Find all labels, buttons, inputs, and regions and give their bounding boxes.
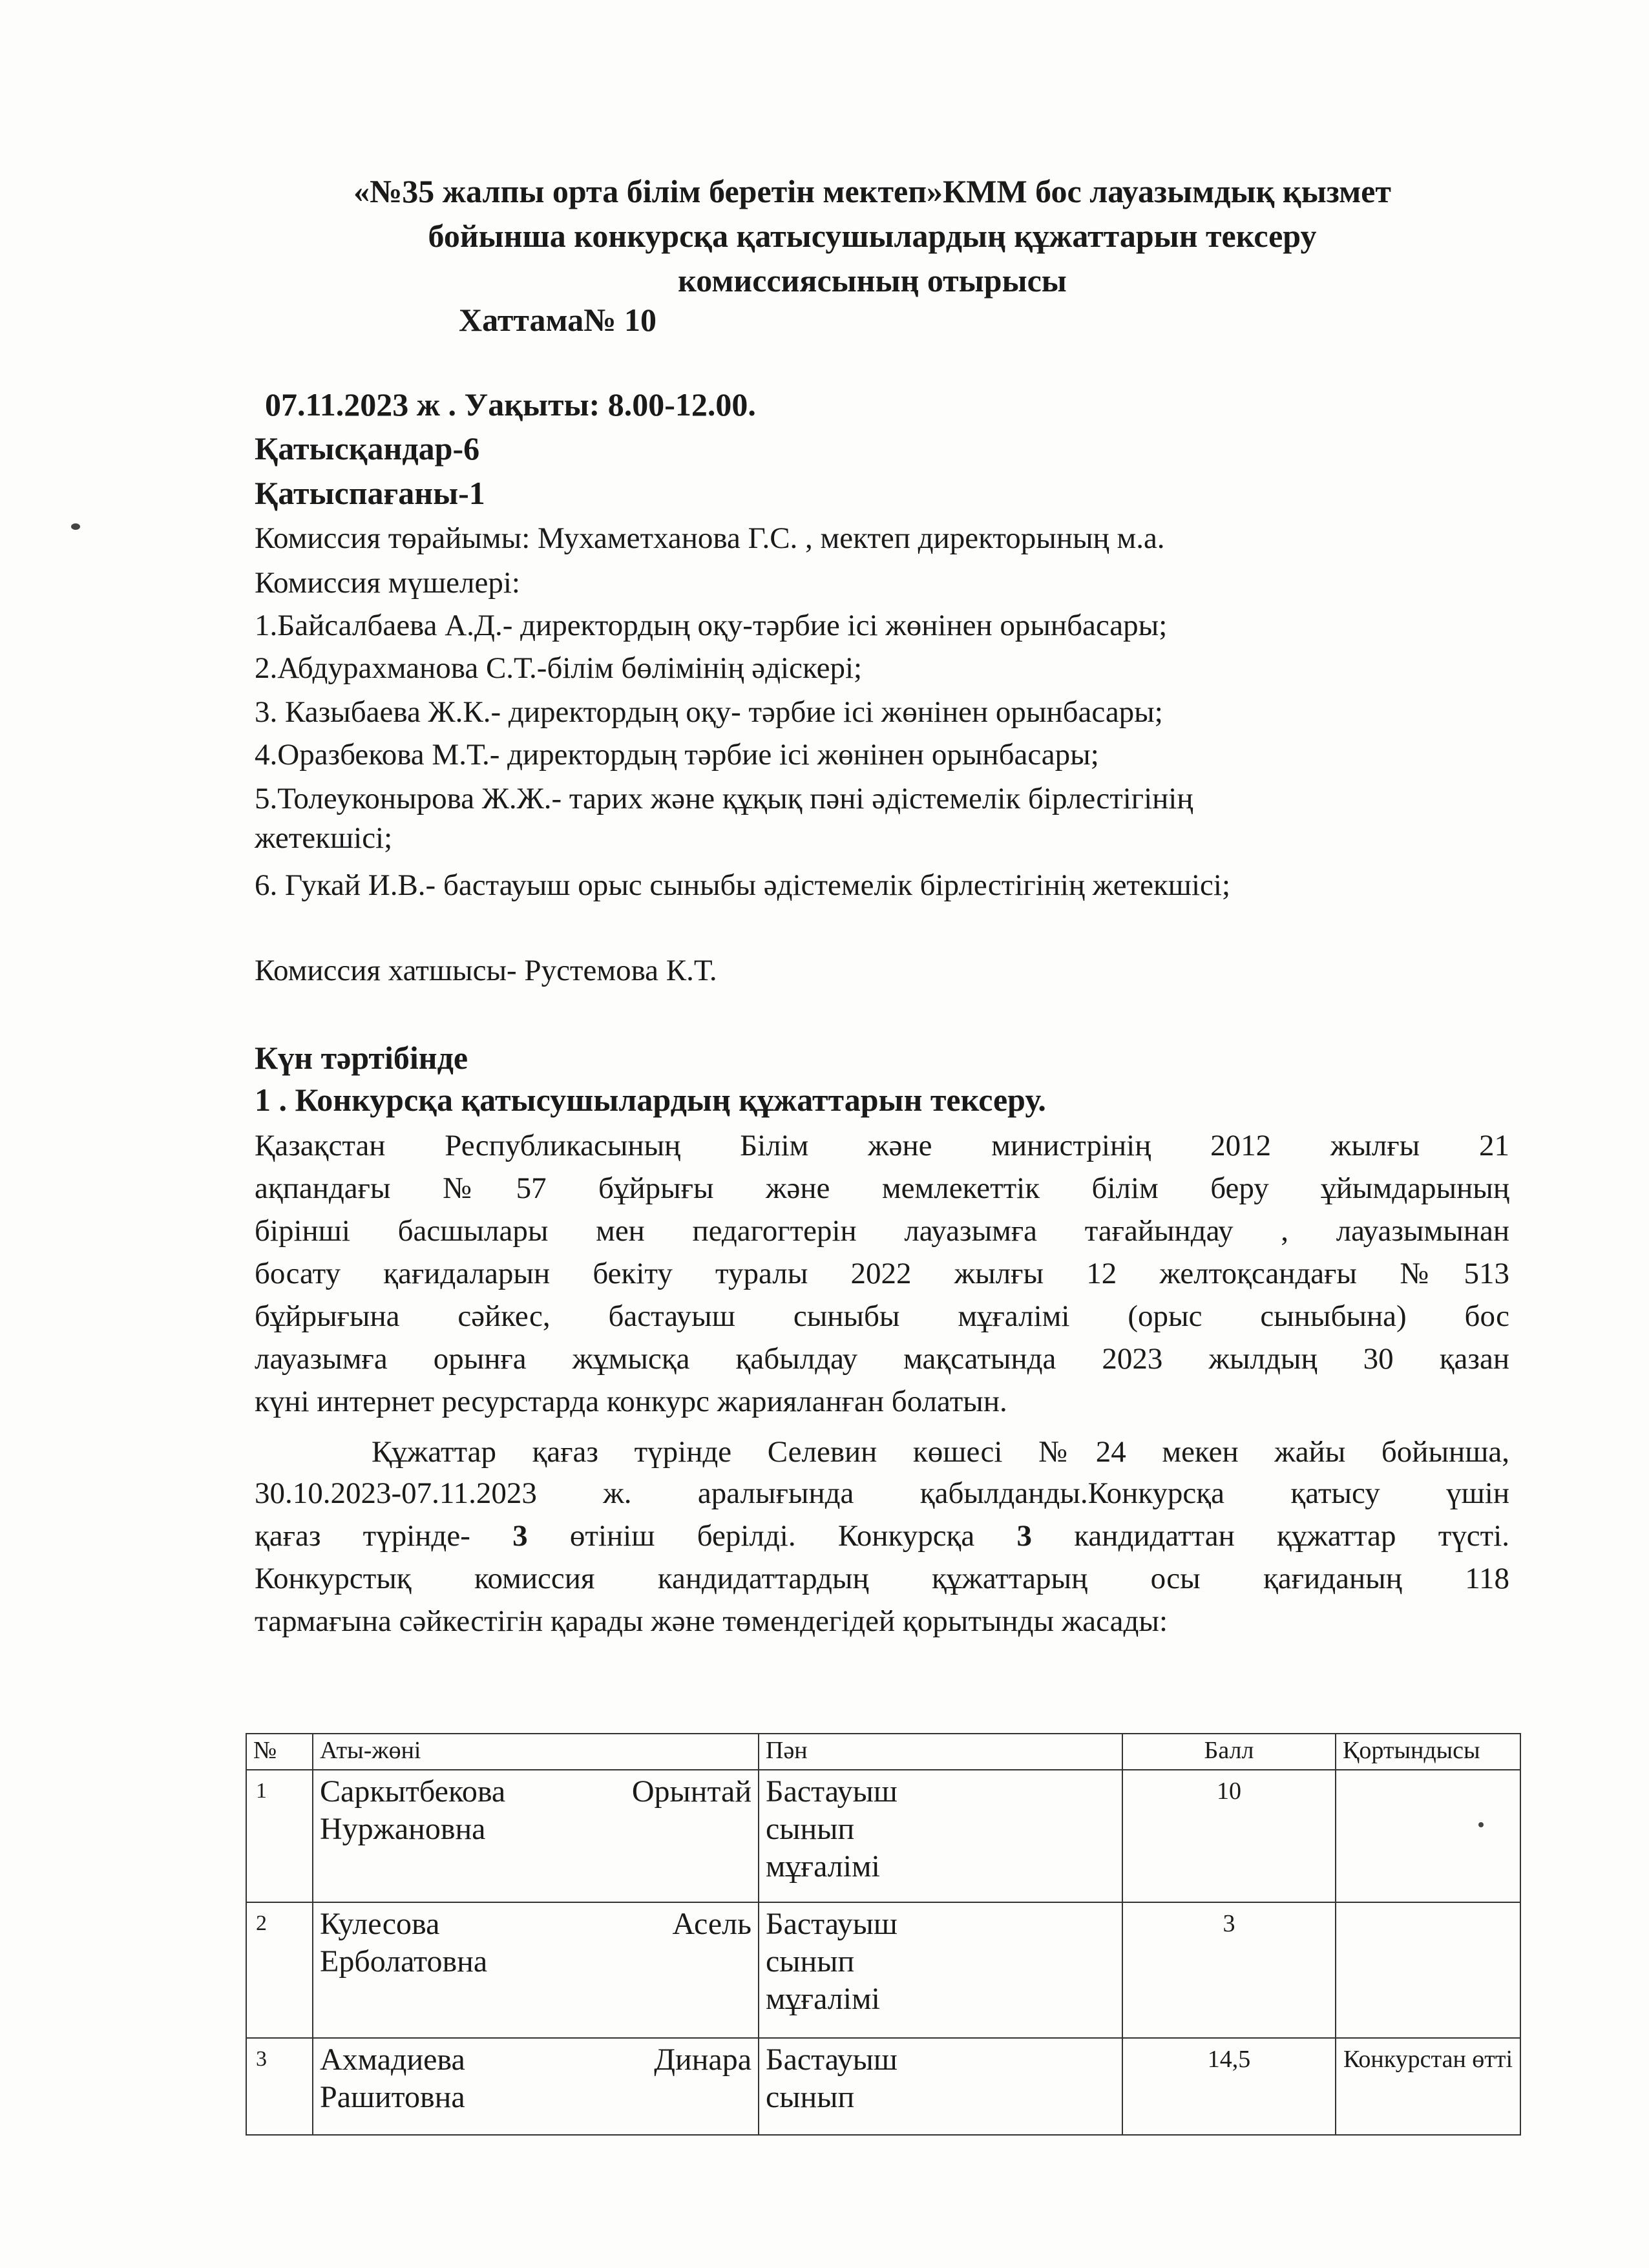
- subject-line: сынып: [766, 2080, 855, 2114]
- agenda-heading: Күн тәртібінде: [255, 1040, 468, 1076]
- subject-line: Бастауыш: [766, 2042, 898, 2077]
- subject: [759, 2038, 1122, 2135]
- subject-line: Бастауыш: [766, 1907, 898, 1941]
- commission-member: 3. Казыбаева Ж.К.- директордың оқу- тәрбие ісі жөнінен орынбасары;: [255, 695, 1163, 729]
- commission-member: 2.Абдурахманова С.Т.-білім бөлімінің әдіскері;: [255, 651, 863, 685]
- paragraph-line: күні интернет ресурстарда конкурс жарияланған болатын.: [255, 1385, 1007, 1418]
- subject-line: Бастауыш: [766, 1774, 898, 1809]
- document-title: [194, 169, 1551, 303]
- scan-speck: [71, 523, 80, 530]
- header-name: Аты-жөні: [313, 1734, 759, 1770]
- paragraph-text: өтініш берілді. Конкурсқа: [527, 1519, 1017, 1553]
- paragraph-text: кандидаттан құжаттар түсті.: [1032, 1519, 1509, 1553]
- commission-member: 1.Байсалбаева А.Д.- директордың оқу-тәрбие ісі жөнінен орынбасары;: [255, 609, 1168, 642]
- commission-chair: Комиссия төрайымы: Мухаметханова Г.С. , мектеп директорының м.а.: [255, 521, 1165, 555]
- score: 14,5: [1122, 2038, 1336, 2135]
- result: Конкурстан өтті: [1336, 2038, 1520, 2135]
- paragraph-line: лауазымға орынға жұмысқа қабылдау мақсатында 2023 жылдың 30 қазан: [255, 1342, 1509, 1376]
- protocol-number: Хаттама№ 10: [459, 302, 657, 338]
- subject-line: сынып: [766, 1944, 855, 1979]
- header-result: Қортындысы: [1336, 1734, 1520, 1770]
- paragraph-line: бұйрығына сәйкес, бастауыш сыныбы мұғалімі (орыс сыныбына) бос: [255, 1299, 1509, 1333]
- patronymic: Нуржановна: [320, 1812, 486, 1846]
- candidate-count: 3: [1016, 1519, 1033, 1553]
- paragraph-line: ақпандағы №57 бұйрығы және мемлекеттік білім беру ұйымдарының: [255, 1171, 1509, 1205]
- given-name: Асель: [672, 1907, 751, 1941]
- agenda-item: 1 . Конкурсқа қатысушылардың құжаттарын тексеру.: [255, 1082, 1046, 1118]
- paragraph-line: тармағына сәйкестігін қарады және төмендегідей қорытынды жасады:: [255, 1604, 1168, 1638]
- subject-line: сынып: [766, 1812, 855, 1846]
- surname: Ахмадиева: [320, 2042, 465, 2077]
- subject: [759, 1902, 1122, 2038]
- subject-line: мұғалімі: [766, 1982, 880, 2016]
- commission-members-label: Комиссия мүшелері:: [255, 566, 520, 600]
- header-number: №: [246, 1734, 313, 1770]
- meeting-date-time: 07.11.2023 ж . Уақыты: 8.00-12.00.: [265, 386, 756, 423]
- paragraph-line: Қазақстан Республикасының Білім және министрінің 2012 жылғы 21: [255, 1129, 1509, 1162]
- patronymic: Рашитовна: [320, 2080, 465, 2114]
- row-number: 3: [246, 2038, 313, 2135]
- given-name: Динара: [654, 2042, 751, 2077]
- candidate-name: [313, 2038, 759, 2135]
- attendance-present: Қатысқандар-6: [255, 430, 480, 467]
- commission-member: 5.Толеуконырова Ж.Ж.- тарих және құқық пәні әдістемелік бірлестігінің: [255, 782, 1193, 815]
- subject: [759, 1770, 1122, 1902]
- table-row: [246, 1770, 1520, 1902]
- score: 3: [1122, 1902, 1336, 2038]
- result: [1336, 1770, 1520, 1902]
- subject-line: мұғалімі: [766, 1849, 880, 1884]
- surname: Саркытбекова: [320, 1774, 506, 1809]
- scan-speck: [1478, 1822, 1484, 1827]
- title-line: «№35 жалпы орта білім беретін мектеп»КММ бос лауазымдық қызмет: [353, 173, 1391, 209]
- surname: Кулесова: [320, 1907, 440, 1941]
- table-row: [246, 1902, 1520, 2038]
- commission-member: жетекшісі;: [255, 821, 393, 855]
- row-number: 1: [246, 1770, 313, 1902]
- header-subject: Пән: [759, 1734, 1122, 1770]
- patronymic: Ерболатовна: [320, 1944, 488, 1979]
- candidate-name: [313, 1770, 759, 1902]
- commission-member: 4.Оразбекова М.Т.- директордың тәрбие ісі жөнінен орынбасары;: [255, 738, 1099, 772]
- given-name: Орынтай: [631, 1774, 751, 1809]
- paragraph-line: босату қағидаларын бекіту туралы 2022 жылғы 12 желтоқсандағы №513: [255, 1257, 1509, 1290]
- header-score: Балл: [1122, 1734, 1336, 1770]
- row-number: 2: [246, 1902, 313, 2038]
- candidate-name: [313, 1902, 759, 2038]
- application-count: 3: [512, 1519, 528, 1553]
- score: 10: [1122, 1770, 1336, 1902]
- commission-secretary: Комиссия хатшысы- Рустемова К.Т.: [255, 954, 717, 987]
- paragraph-line: бірінші басшылары мен педагогтерін лауазымға тағайындау , лауазымынан: [255, 1214, 1509, 1248]
- paragraph-line: Құжаттар қағаз түрінде Селевин көшесі №24 мекен жайы бойынша,: [372, 1435, 1509, 1469]
- table-header-row: [246, 1734, 1520, 1770]
- paragraph-text: қағаз түрінде-: [255, 1519, 513, 1553]
- paragraph-line: Конкурстық комиссия кандидаттардың құжаттарың осы қағиданың 118: [255, 1562, 1509, 1595]
- title-line: бойынша конкурсқа қатысушылардың құжаттарын тексеру: [428, 218, 1317, 254]
- commission-member: 6. Гукай И.В.- бастауыш орыс сыныбы әдістемелік бірлестігінің жетекшісі;: [255, 868, 1231, 902]
- paragraph-line: 30.10.2023-07.11.2023 ж. аралығында қабылданды.Конкурсқа қатысу үшін: [255, 1476, 1509, 1510]
- paragraph-line: [255, 1516, 1509, 1556]
- table-row: [246, 2038, 1520, 2135]
- title-line: комиссиясының отырысы: [678, 262, 1067, 299]
- result: [1336, 1902, 1520, 2038]
- attendance-absent: Қатыспағаны-1: [255, 475, 485, 511]
- candidates-table: [246, 1733, 1521, 2136]
